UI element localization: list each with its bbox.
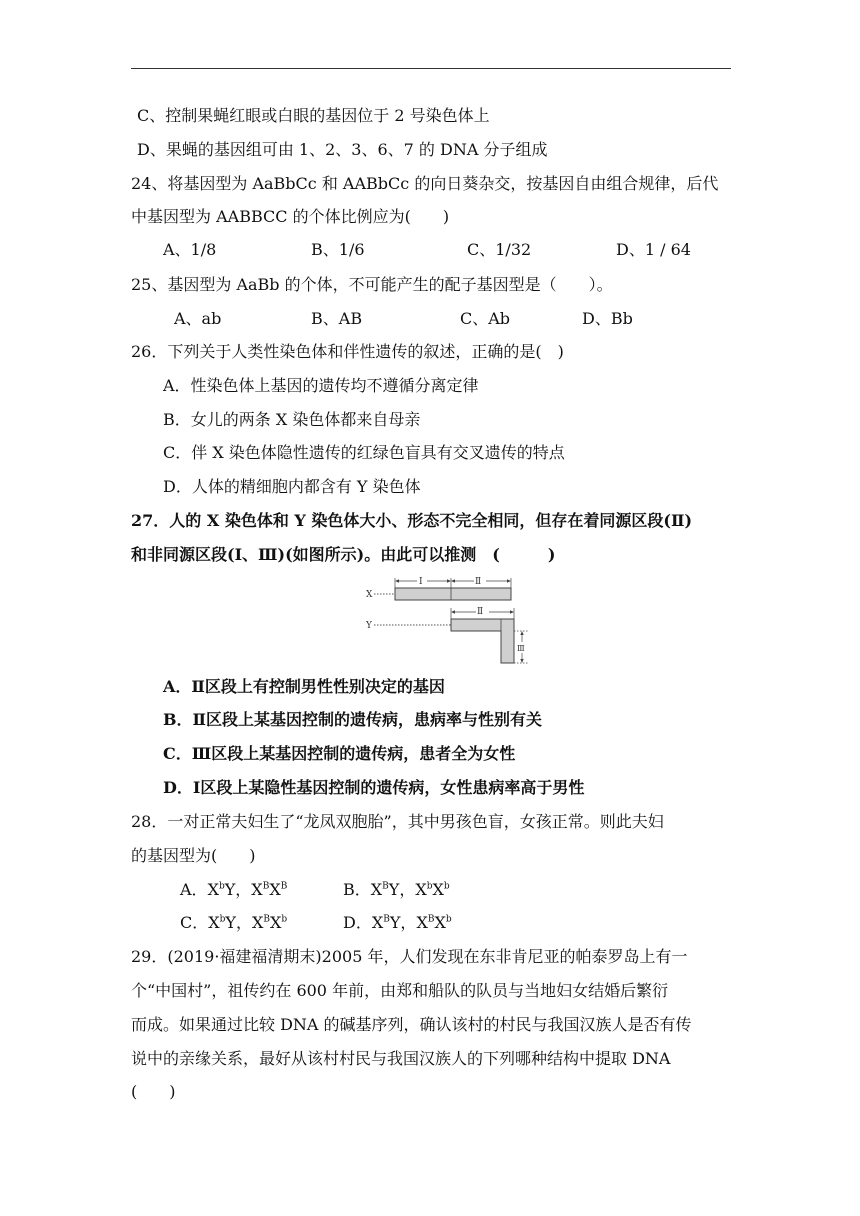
q27-option-b: B．Ⅱ区段上某基因控制的遗传病，患病率与性别有关	[163, 710, 543, 729]
q25-option-d: D、Bb	[582, 309, 633, 328]
q26-option-a: A．性染色体上基因的遗传均不遵循分离定律	[163, 376, 479, 395]
q23-option-c: C、控制果蝇红眼或白眼的基因位于 2 号染色体上	[137, 106, 490, 125]
q26-option-d: D．人体的精细胞内都含有 Y 染色体	[163, 477, 421, 496]
segment-3-label: Ⅲ	[517, 644, 525, 653]
q24-option-a: A、1/8	[163, 240, 217, 259]
q25-option-b: B、AB	[311, 309, 363, 328]
segment-2-label-top: Ⅱ	[475, 577, 482, 587]
q25-stem: 25、基因型为 AaBb 的个体，不可能产生的配子基因型是（ ）。	[131, 275, 613, 294]
q28-stem-line2: 的基因型为( )	[131, 846, 256, 865]
x-chromosome-bar	[395, 588, 511, 600]
q25-option-c: C、Ab	[460, 309, 511, 328]
q29-stem-line3: 而成。如果通过比较 DNA 的碱基序列，确认该村的村民与我国汉族人是否有传	[131, 1015, 692, 1034]
q28-stem-line1: 28．一对正常夫妇生了“龙凤双胞胎”，其中男孩色盲，女孩正常。则此夫妇	[131, 812, 664, 831]
q28-option-c: C．$X^bY$，$X^BX^b$	[180, 913, 288, 932]
q26-stem: 26．下列关于人类性染色体和伴性遗传的叙述，正确的是( )	[131, 342, 564, 361]
q27-option-a: A．Ⅱ区段上有控制男性性别决定的基因	[163, 677, 445, 696]
q26-option-b: B．女儿的两条 X 染色体都来自母亲	[163, 410, 421, 429]
q24-stem-line1: 24、将基因型为 AaBbCc 和 AABbCc 的向日葵杂交，按基因自由组合规律，后代	[131, 174, 719, 193]
q24-stem-line2: 中基因型为 AABBCC 的个体比例应为( )	[131, 207, 450, 226]
q27-stem-line1: 27．人的 X 染色体和 Y 染色体大小、形态不完全相同，但存在着同源区段(Ⅱ)	[131, 511, 693, 530]
q23-option-d: D、果蝇的基因组可由 1、2、3、6、7 的 DNA 分子组成	[137, 140, 548, 159]
q28-option-b: B．$X^BY$，$X^bX^b$	[343, 880, 450, 899]
q27-stem-line2: 和非同源区段(Ⅰ、Ⅲ)(如图所示)。由此可以推测 ( )	[131, 545, 556, 564]
header-rule	[131, 68, 731, 69]
segment-1-label-top: Ⅰ	[419, 577, 423, 587]
q29-stem-line4: 说中的亲缘关系，最好从该村村民与我国汉族人的下列哪种结构中提取 DNA	[131, 1049, 671, 1068]
y-label: Y	[366, 621, 372, 631]
q28-option-a: A．$X^bY$，$X^BX^B$	[180, 880, 288, 899]
q25-option-a: A、ab	[174, 309, 222, 328]
q24-option-c: C、1/32	[467, 240, 532, 259]
q24-option-b: B、1/6	[311, 240, 365, 259]
q29-stem-line5: ( )	[131, 1082, 176, 1101]
q27-option-d: D．Ⅰ区段上某隐性基因控制的遗传病，女性患病率高于男性	[163, 778, 585, 797]
q28-option-d: D．$X^BY$，$X^BX^b$	[343, 913, 452, 932]
chromosome-diagram	[362, 575, 532, 667]
q29-stem-line2: 个“中国村”，祖传约在 600 年前，由郑和船队的队员与当地妇女结婚后繁衍	[131, 981, 669, 1000]
q24-option-d: D、1 / 64	[616, 240, 691, 259]
segment-2-label-y: Ⅱ	[477, 607, 484, 617]
y-chromosome-shape	[451, 619, 514, 663]
x-label: X	[366, 590, 373, 600]
q29-stem-line1: 29．(2019·福建福清期末)2005 年，人们发现在东非肯尼亚的帕泰罗岛上有一	[131, 947, 688, 966]
q26-option-c: C．伴 X 染色体隐性遗传的红绿色盲具有交叉遗传的特点	[163, 443, 565, 462]
q27-option-c: C．Ⅲ区段上某基因控制的遗传病，患者全为女性	[163, 744, 516, 763]
